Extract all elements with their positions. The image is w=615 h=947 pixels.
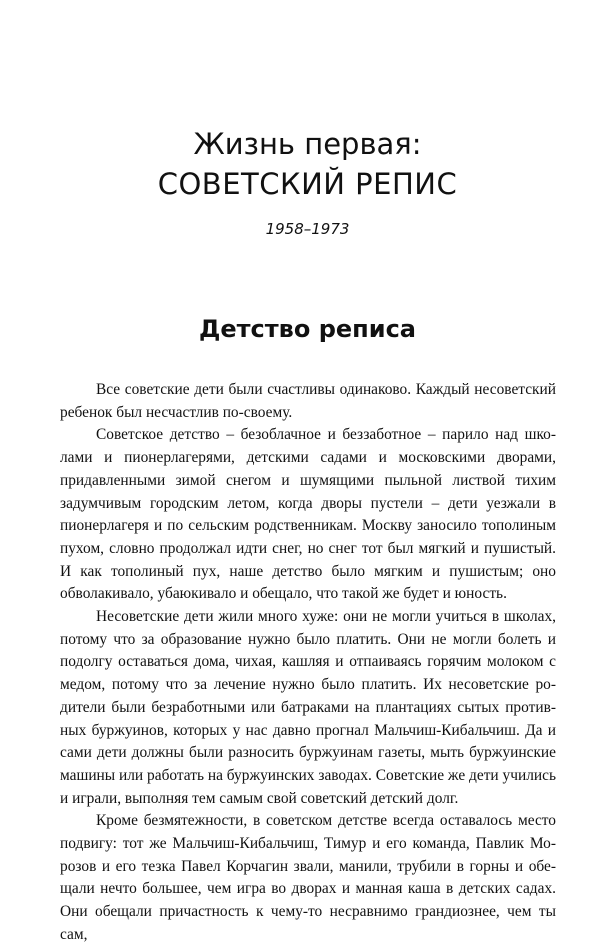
paragraph: Несоветские дети жили много хуже: они не могли учиться в школах, потому что за образование нужно было платить. Они не могли болеть и подолгу оставаться дома, чихая, кашляя и отпаиваясь горячим молоком с медом, потому что за лечение нужно было платить. Их несоветские родители были безработными или батраками на плантациях сытых противных буржуинов, которых у нас давно прогнал Мальчиш-Кибальчиш. Да и сами дети должны были разносить буржуинам газеты, мыть буржуинские машины или работать на буржуинских заводах. Советские же дети учились и играли, выполняя тем самым свой советский детский долг. [60, 608, 556, 807]
paragraph: Кроме безмятежности, в советском детстве всегда оставалось место подвигу: тот же Мальчиш-Кибальчиш, Тимур и его команда, Павлик Морозов и его тезка Павел Корчагин звали, манили, трубили в горны и обещали нечто большее, чем игра во дворах и манная каша в детских садах. Они обещали причастность к чему-то несравнимо грандиознее, чем ты сам, [60, 812, 556, 943]
part-years: 1958–1973 [265, 220, 350, 238]
part-subtitle: СОВЕТСКИЙ РЕПИС [157, 167, 458, 201]
paragraph: Советское детство – безоблачное и беззаботное – парило над школами и пионерлагерями, детскими садами и московскими дворами, придавленными зимой снегом и шумящими пыльной листвой тихим задумчивым городским летом, когда дворы пустели – дети уезжали в пионерлагеря и по сельским родственникам. Москву заносило тополиным пухом, словно продолжал идти снег, но снег тот был мягкий и пушистый. И как тополиный пух, наше детство было мягким и пушистым; оно обволакивало, убаюкивало и обещало, что такой же будет и юность. [60, 426, 556, 603]
part-title: Жизнь первая: [193, 127, 422, 161]
paragraph: Все советские дети были счастливы одинаково. Каждый несоветский ребенок был несчастлив по-своему. [60, 381, 556, 421]
chapter-title: Детство реписа [198, 315, 416, 343]
chapter-body [60, 379, 556, 947]
